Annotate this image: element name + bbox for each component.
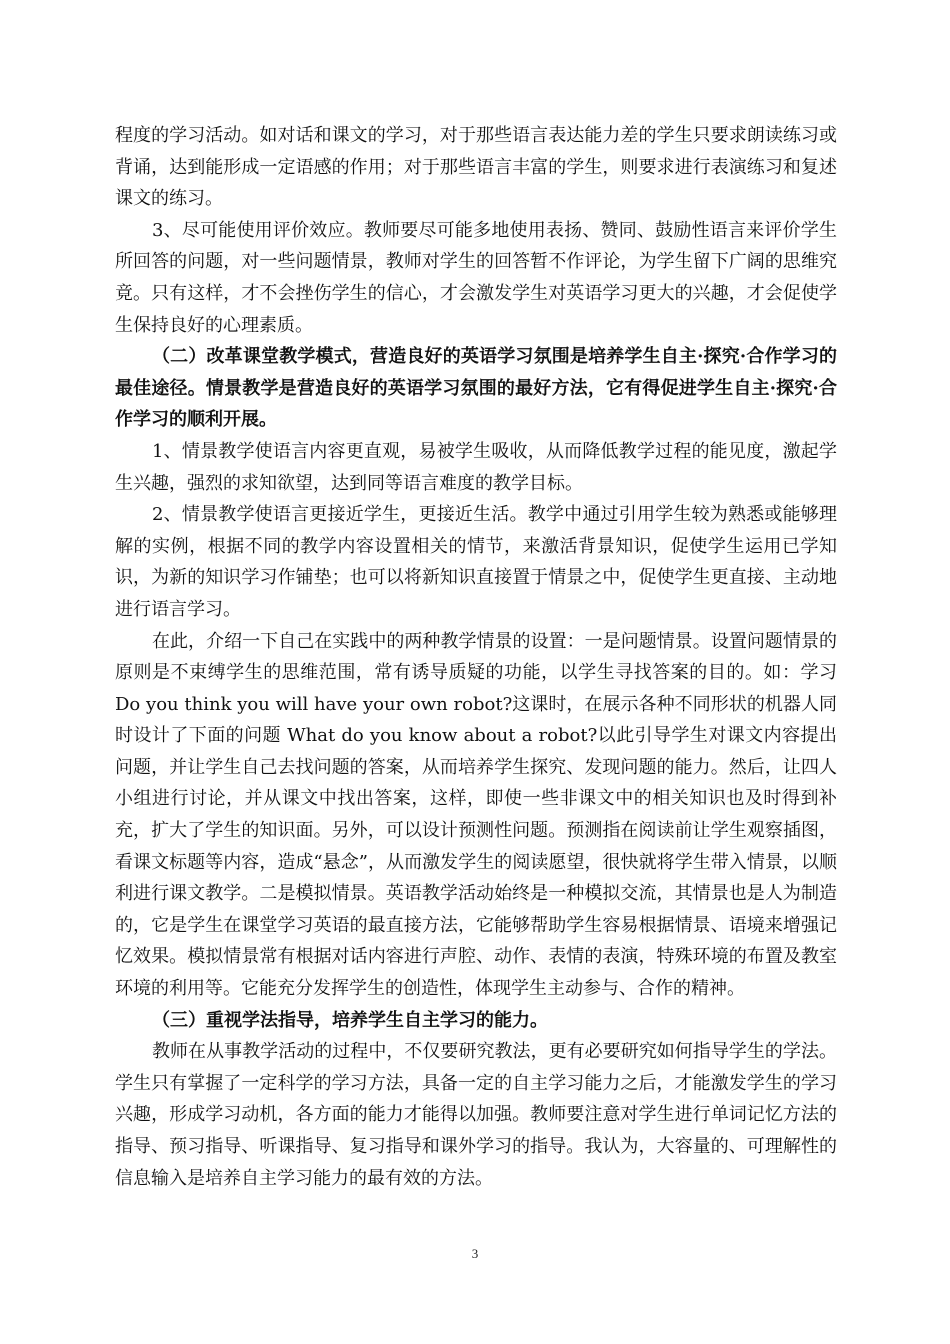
paragraph: 教师在从事教学活动的过程中，不仅要研究教法，更有必要研究如何指导学生的学法。学生只有掌握了一定科学的学习方法，具备一定的自主学习能力之后，才能激发学生的学习兴趣，形成学习动机，各方面的能力才能得以加强。教师要注意对学生进行单词记忆方法的指导、预习指导、听课指导、复习指导和课外学习的指导。我认为，大容量的、可理解性的信息输入是培养自主学习能力的最有效的方法。 xyxy=(115,1041,837,1189)
page-number: 3 xyxy=(471,1246,479,1261)
paragraph: 在此，介绍一下自己在实践中的两种教学情景的设置：一是问题情景。设置问题情景的原则是不束缚学生的思维范围，常有诱导质疑的功能，以学生寻找答案的目的。如：学习 Do you think you will have your own robot?这课时，在展示各种不同形状的机器人同时设计了下面的问题 What do you know about a robot?以此引导学生对课文内容提出问题，并让学生自己去找问题的答案，从而培养学生探究、发现问题的能力。然后，让四人小组进行讨论，并从课文中找出答案，这样，即使一些非课文中的相关知识也及时得到补充，扩大了学生的知识面。另外，可以设计预测性问题。预测指在阅读前让学生观察插图，看课文标题等内容，造成“悬念”，从而激发学生的阅读愿望，很快就将学生带入情景，以顺利进行课文教学。二是模拟情景。英语教学活动始终是一种模拟交流，其情景也是人为制造的，它是学生在课堂学习英语的最直接方法，它能够帮助学生容易根据情景、语境来增强记忆效果。模拟情景常有根据对话内容进行声腔、动作、表情的表演，特殊环境的布置及教室环境的利用等。它能充分发挥学生的创造性，体现学生主动参与、合作的精神。 xyxy=(115,630,837,1000)
document-body xyxy=(115,120,837,1194)
section-heading: （二）改革课堂教学模式，营造良好的英语学习氛围是培养学生自主·探究·合作学习的最佳途径。情景教学是营造良好的英语学习氛围的最好方法，它有得促进学生自主·探究·合作学习的顺利开展。 xyxy=(115,346,837,431)
paragraph: 程度的学习活动。如对话和课文的学习，对于那些语言表达能力差的学生只要求朗读练习或背诵，达到能形成一定语感的作用；对于那些语言丰富的学生，则要求进行表演练习和复述课文的练习。 xyxy=(115,125,837,210)
paragraph: 1、情景教学使语言内容更直观，易被学生吸收，从而降低教学过程的能见度，激起学生兴趣，强烈的求知欲望，达到同等语言难度的教学目标。 xyxy=(115,440,837,494)
section-heading: （三）重视学法指导，培养学生自主学习的能力。 xyxy=(152,1009,548,1031)
paragraph: 3、尽可能使用评价效应。教师要尽可能多地使用表扬、赞同、鼓励性语言来评价学生所回答的问题，对一些问题情景，教师对学生的回答暂不作评论，为学生留下广阔的思维究竟。只有这样，才不会挫伤学生的信心，才会激发学生对英语学习更大的兴趣，才会促使学生保持良好的心理素质。 xyxy=(115,219,837,336)
paragraph: 2、情景教学使语言更接近学生，更接近生活。教学中通过引用学生较为熟悉或能够理解的实例，根据不同的教学内容设置相关的情节，来激活背景知识，促使学生运用已学知识，为新的知识学习作铺垫；也可以将新知识直接置于情景之中，促使学生更直接、主动地进行语言学习。 xyxy=(115,504,837,620)
